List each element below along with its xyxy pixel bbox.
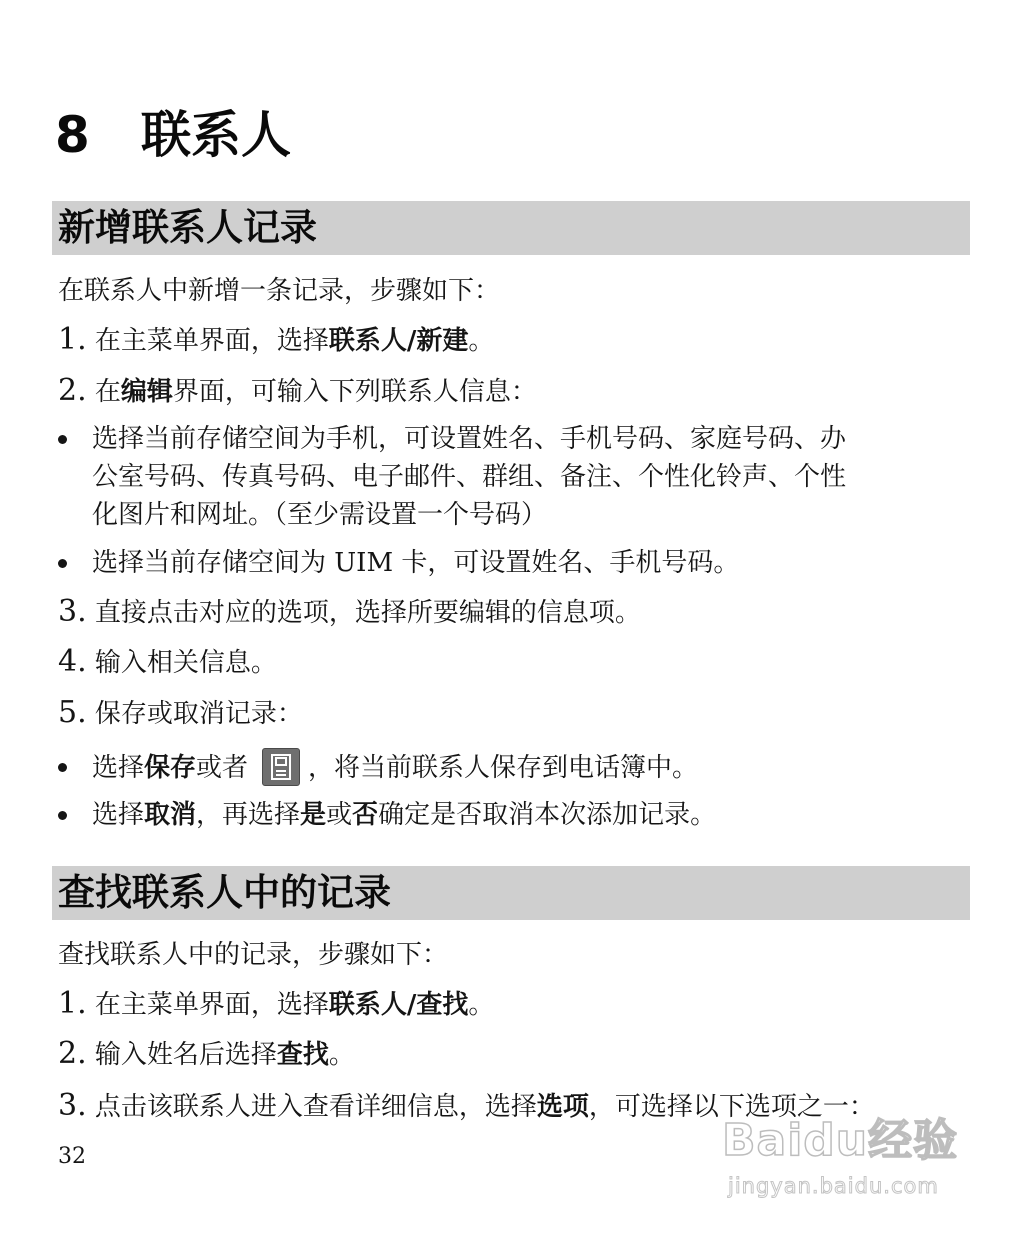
bullet-phone-storage [58, 420, 970, 538]
bullet-save: 选择保存或者 ，将当前联系人保存到电话簿中。 [58, 748, 970, 790]
step-number: 3. [58, 1088, 87, 1123]
step-2: 2. 在编辑界面，可输入下列联系人信息： [58, 373, 537, 408]
step-4 [58, 643, 968, 682]
screen-name: 编辑 [120, 377, 173, 407]
search-label: 查找 [276, 1040, 329, 1070]
find-step-1: 1. 在主菜单界面，选择联系人/查找。 [58, 986, 495, 1021]
baidu-watermark [722, 1112, 972, 1208]
page-number: 32 [58, 1144, 86, 1169]
bullet-line: 选择当前存储空间为手机，可设置姓名、手机号码、家庭号码、办 [92, 424, 847, 454]
step-number: 1. [58, 322, 87, 357]
bullet-uim-storage [58, 544, 970, 584]
step-text: 输入相关信息。 [94, 648, 277, 678]
step-3 [58, 593, 968, 632]
watermark-logo-text: Baidu经验 [722, 1115, 959, 1166]
no-label: 否 [352, 800, 379, 830]
bullet-dot [58, 763, 67, 772]
step-text: 保存或取消记录： [94, 699, 303, 729]
save-label: 保存 [144, 753, 197, 783]
cancel-label: 取消 [144, 800, 197, 830]
watermark-url: jingyan.baidu.com [728, 1174, 939, 1198]
options-label: 选项 [536, 1092, 589, 1122]
find-step-2: 2. 输入姓名后选择查找。 [58, 1036, 355, 1071]
bullet-cancel: 选择取消，再选择是或否确定是否取消本次添加记录。 [58, 796, 970, 836]
section-intro: 在联系人中新增一条记录，步骤如下： [58, 276, 501, 306]
section-heading-find-contact: 查找联系人中的记录 [52, 866, 970, 920]
step-5 [58, 694, 968, 733]
chapter-number: 8 [55, 106, 90, 164]
bullet-line: 公室号码、传真号码、电子邮件、群组、备注、个性化铃声、个性 [92, 462, 847, 492]
step-number: 4. [58, 644, 87, 679]
find-step-3: 3. 点击该联系人进入查看详细信息，选择选项，可选择以下选项之一： [58, 1088, 875, 1123]
step-number: 3. [58, 594, 87, 629]
bullet-dot [58, 811, 67, 820]
bullet-line: 化图片和网址。（至少需设置一个号码） [92, 500, 548, 530]
chapter-name: 联系人 [141, 106, 291, 164]
save-icon [262, 748, 300, 786]
step-number: 2. [58, 1036, 87, 1071]
step-text: 在主菜单界面，选择 [94, 326, 329, 356]
section-intro: 查找联系人中的记录，步骤如下： [58, 940, 449, 970]
chapter-title [55, 100, 291, 170]
menu-path: 联系人/查找 [328, 990, 469, 1020]
yes-label: 是 [300, 800, 327, 830]
step-number: 2. [58, 373, 87, 408]
menu-path: 联系人/新建 [328, 326, 469, 356]
step-number: 1. [58, 986, 87, 1021]
bullet-dot [58, 559, 67, 568]
step-text: 直接点击对应的选项，选择所要编辑的信息项。 [94, 598, 641, 628]
bullet-text: 选择当前存储空间为 UIM 卡，可设置姓名、手机号码。 [92, 548, 740, 578]
section-heading-add-contact: 新增联系人记录 [52, 201, 970, 255]
step-1: 1. 在主菜单界面，选择联系人/新建。 [58, 322, 495, 357]
step-number: 5. [58, 695, 87, 730]
bullet-dot [58, 435, 67, 444]
